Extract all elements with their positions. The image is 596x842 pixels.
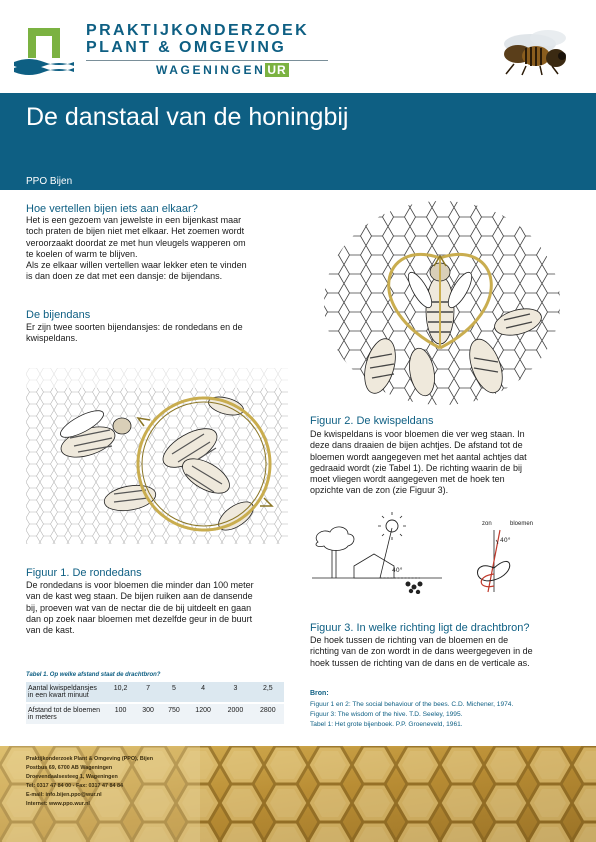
flowers-direction-label: bloemen xyxy=(510,521,534,527)
angle-label-landscape: 40° xyxy=(392,567,403,574)
tree-icon xyxy=(316,527,354,551)
unit-label: PPO Bijen xyxy=(26,176,73,187)
hive-house-icon xyxy=(354,554,394,578)
fig2-line: moet vliegen wordt aangegeven met de hoek ten xyxy=(310,474,505,485)
header-divider xyxy=(86,60,328,61)
page-title: De danstaal van de honingbij xyxy=(26,103,349,131)
table-row-label xyxy=(26,682,106,703)
fig3-heading: Figuur 3. In welke richting ligt de drachtbron? xyxy=(310,622,530,634)
sources-title: Bron: xyxy=(310,690,329,697)
waggle-dance-illustration xyxy=(322,198,562,408)
fig2-line: gedraaid wordt (zie Tabel 1). De richting waarin de bij xyxy=(310,462,522,473)
footer-line: Postbus 69, 6700 AB Wageningen xyxy=(26,765,113,771)
fig3-line: hoek tussen de richting van de dans en de verticale as. xyxy=(310,657,530,668)
fig2-heading: Figuur 2. De kwispeldans xyxy=(310,415,434,427)
sun-angle-landscape-illustration xyxy=(312,512,442,594)
table-row xyxy=(26,703,284,725)
waggle-angle-diagram xyxy=(466,528,546,594)
footer-line: Tel: 0317 47 84 00 - Fax: 0317 47 84 84 xyxy=(26,783,123,789)
table-cell: 2,5 xyxy=(252,682,284,703)
table-cell: 300 xyxy=(135,703,161,725)
honeycomb-footer xyxy=(0,746,596,842)
table-cell: 3 xyxy=(219,682,251,703)
wur-main-text: WAGENINGEN xyxy=(156,63,266,77)
intro-line: te koelen of warm te blijven. xyxy=(26,248,138,259)
table-cell: 100 xyxy=(106,703,135,725)
row-label-line: in meters xyxy=(28,714,57,721)
fig1-body xyxy=(26,580,254,636)
sun-direction-label: zon xyxy=(482,521,492,527)
fig3-line: richting van de zon wordt in de dans weergegeven in de xyxy=(310,646,533,657)
fig2-line: bloemen wordt aangegeven met het aantal achtjes dat xyxy=(310,451,527,462)
footer-line: Praktijkonderzoek Plant & Omgeving (PPO), Bijen xyxy=(26,756,154,762)
fig1-line: bij, proeven wat van de nectar die de bij uitdeelt en gaan xyxy=(26,602,252,613)
table-cell: 7 xyxy=(135,682,161,703)
table-row xyxy=(26,682,284,703)
org-name-line1: PRAKTIJKONDERZOEK xyxy=(86,22,310,39)
fig1-heading: Figuur 1. De rondedans xyxy=(26,567,142,579)
footer-email[interactable]: E-mail: info.bijen.ppo@wur.nl xyxy=(26,792,102,798)
fig1-line: De rondedans is voor bloemen die minder dan 100 meter xyxy=(26,580,254,590)
intro-heading: Hoe vertellen bijen iets aan elkaar? xyxy=(26,203,198,215)
distance-table xyxy=(26,682,284,726)
source-line: Figuur 1 en 2: The social behaviour of the bees. C.D. Michener, 1974. xyxy=(310,701,514,708)
angle-label-dance: 40° xyxy=(500,537,511,544)
fig2-line: deze dans draaien de bijen achtjes. De afstand tot de xyxy=(310,440,523,451)
intro-line: toch praten de bijen niet met elkaar. Het zoemen wordt xyxy=(26,226,245,237)
footer-website[interactable]: Internet: www.ppo.wur.nl xyxy=(26,801,90,807)
table-row-label xyxy=(26,703,106,725)
fig1-line: van de kast weg staan. De bijen ruiken aan de dansende xyxy=(26,591,253,602)
intro-line: Het is een gezoem van jewelste in een bijenkast maar xyxy=(26,215,242,225)
source-line: Tabel 1: Het grote bijenboek. P.P. Groeneveld, 1961. xyxy=(310,721,463,728)
bijendans-line: Er zijn twee soorten bijendansjes: de rondedans en de xyxy=(26,322,243,332)
footer-line: Droevendaalsesteeg 1, Wageningen xyxy=(26,774,118,780)
table-cell: 1200 xyxy=(187,703,219,725)
bijendans-heading: De bijendans xyxy=(26,309,91,321)
table-caption: Tabel 1. Op welke afstand staat de drachtbron? xyxy=(26,672,161,678)
table-cell: 2800 xyxy=(252,703,284,725)
bijendans-body xyxy=(26,322,243,345)
source-line: Figuur 3: The wisdom of the hive. T.D. Seeley, 1995. xyxy=(310,711,463,718)
fig2-line: De kwispeldans is voor bloemen die ver weg staan. In xyxy=(310,429,525,439)
intro-body xyxy=(26,215,247,283)
fig1-line: van de kast. xyxy=(26,625,75,636)
table-cell: 10,2 xyxy=(106,682,135,703)
fig1-line: dan op zoek naar bloemen met dezelfde geur in de buurt xyxy=(26,613,253,624)
bee-photo-icon xyxy=(496,24,578,76)
table-cell: 5 xyxy=(161,682,187,703)
wur-suffix: UR xyxy=(267,63,287,77)
wageningen-ur-logo xyxy=(156,63,289,77)
org-name-line2: PLANT & OMGEVING xyxy=(86,39,287,56)
fig2-line: opzichte van de zon (zie Figuur 3). xyxy=(310,485,449,496)
fig3-body xyxy=(310,635,533,669)
row-label-line: Afstand tot de bloemen xyxy=(28,707,100,714)
table-cell: 2000 xyxy=(219,703,251,725)
fig3-line: De hoek tussen de richting van de bloemen en de xyxy=(310,635,509,645)
intro-line: veroorzaakt doordat ze met hun vleugels wapperen om xyxy=(26,237,246,248)
bijendans-line: kwispeldans. xyxy=(26,333,78,344)
intro-line: Als ze elkaar willen vertellen waar lekker eten te vinden xyxy=(26,260,247,271)
row-label-line: Aantal kwispeldansjes xyxy=(28,685,97,692)
fig2-body xyxy=(310,429,527,497)
table-cell: 4 xyxy=(187,682,219,703)
sun-icon xyxy=(386,520,398,532)
intro-line: is dan doen ze dat met een dansje: de bijendans. xyxy=(26,271,223,282)
table-cell: 750 xyxy=(161,703,187,725)
ppo-logo-icon xyxy=(14,24,74,76)
row-label-line: in een kwart minuut xyxy=(28,692,89,699)
round-dance-illustration xyxy=(26,368,288,544)
